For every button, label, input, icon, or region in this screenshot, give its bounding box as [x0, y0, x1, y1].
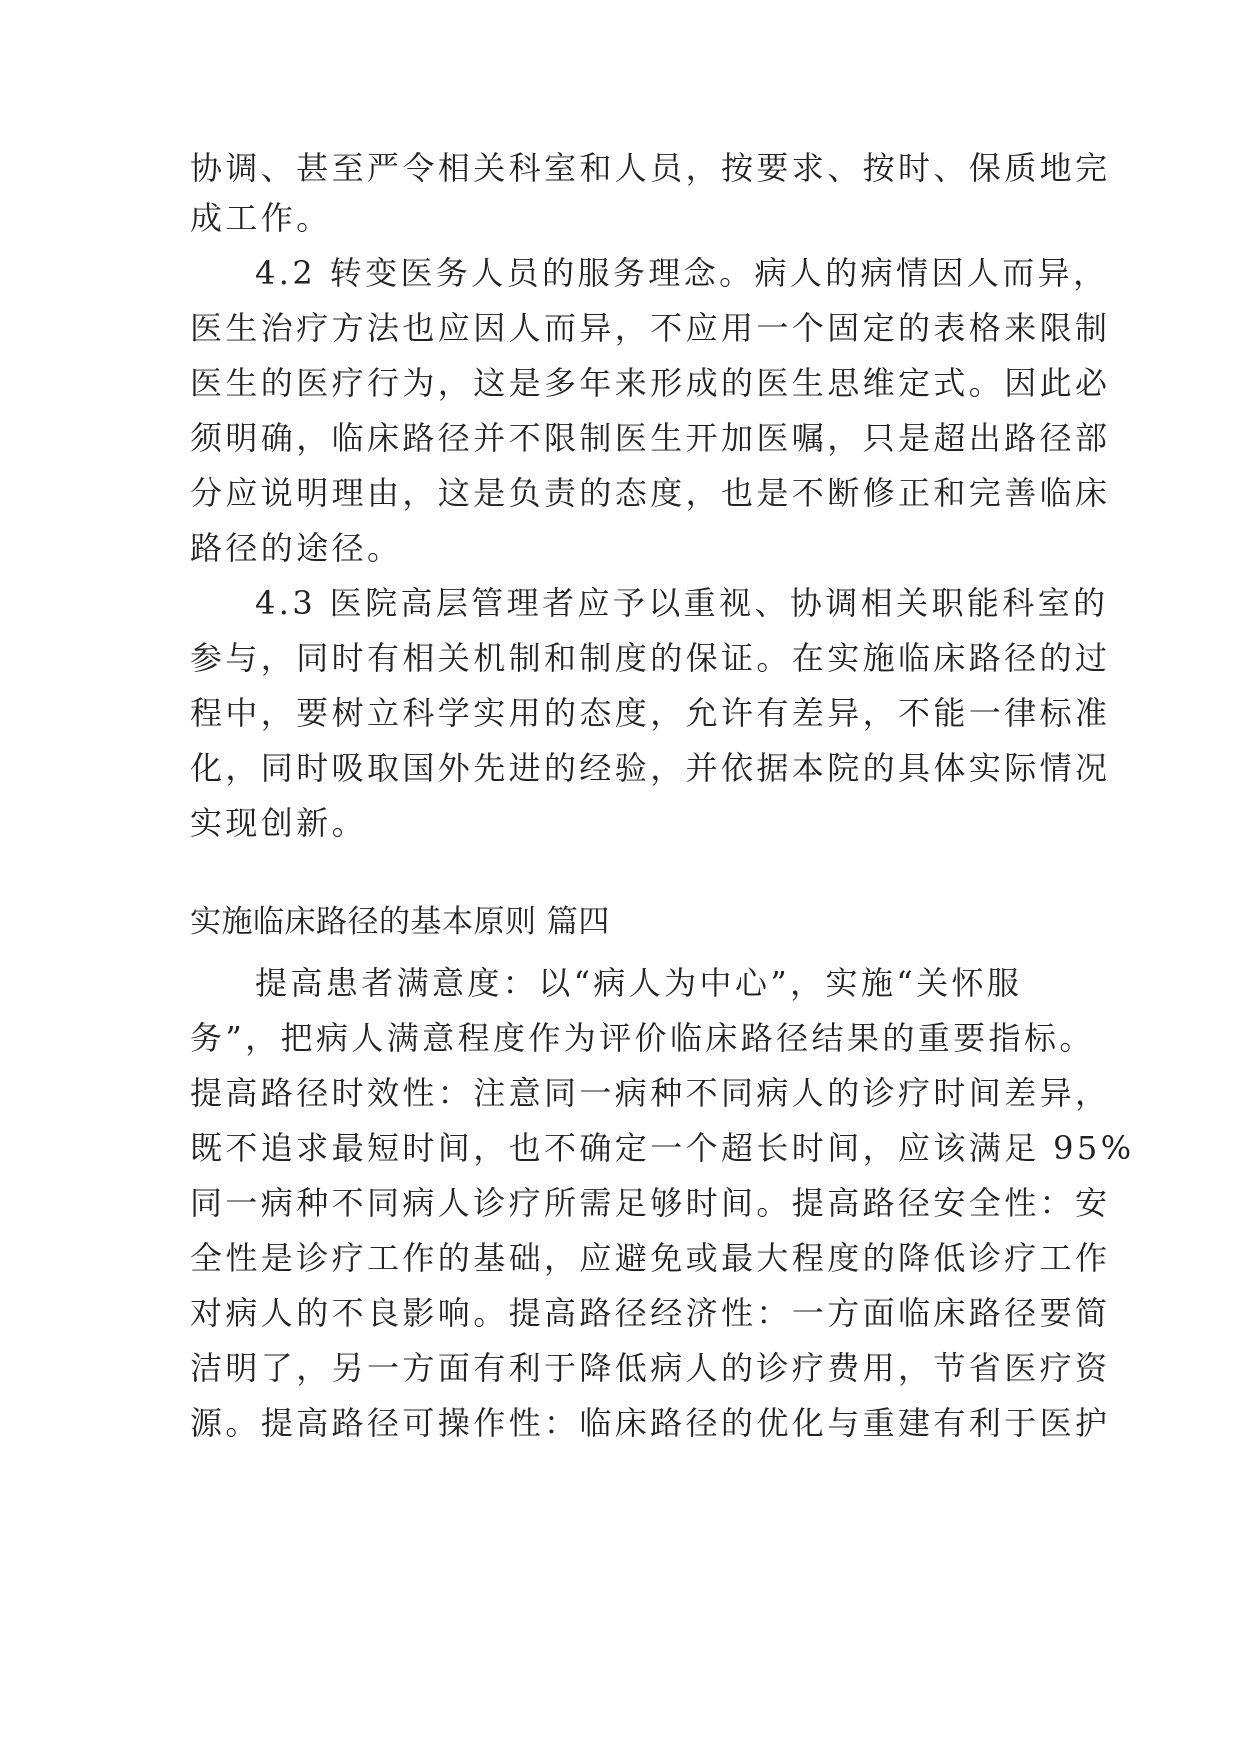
paragraph-line: 4.2 转变医务人员的服务理念。病人的病情因人而异， — [255, 254, 1109, 292]
paragraph-line: 既不追求最短时间，也不确定一个超长时间，应该满足 95% — [190, 1129, 1135, 1167]
section-heading: 实施临床路径的基本原则 篇四 — [190, 904, 610, 940]
paragraph-line: 全性是诊疗工作的基础，应避免或最大程度的降低诊疗工作 — [190, 1239, 1111, 1277]
paragraph-line: 成工作。 — [190, 199, 332, 237]
paragraph-line: 源。提高路径可操作性：临床路径的优化与重建有利于医护 — [190, 1404, 1111, 1442]
paragraph-line: 务”，把病人满意程度作为评价临床路径结果的重要指标。 — [190, 1019, 1095, 1057]
paragraph-line: 医生的医疗行为，这是多年来形成的医生思维定式。因此必 — [190, 364, 1111, 402]
paragraph-line: 实现创新。 — [190, 804, 368, 842]
paragraph-line: 提高路径时效性：注意同一病种不同病人的诊疗时间差异， — [190, 1074, 1111, 1112]
paragraph-line: 洁明了，另一方面有利于降低病人的诊疗费用，节省医疗资 — [190, 1349, 1111, 1387]
paragraph-line: 4.3 医院高层管理者应予以重视、协调相关职能科室的 — [255, 584, 1109, 622]
paragraph-line: 参与，同时有相关机制和制度的保证。在实施临床路径的过 — [190, 639, 1111, 677]
paragraph-line: 提高患者满意度：以“病人为中心”，实施“关怀服 — [255, 964, 1023, 1002]
paragraph-line: 对病人的不良影响。提高路径经济性：一方面临床路径要简 — [190, 1294, 1111, 1332]
paragraph-line: 路径的途径。 — [190, 529, 403, 567]
paragraph-line: 程中，要树立科学实用的态度，允许有差异，不能一律标准 — [190, 694, 1111, 732]
paragraph-line: 化，同时吸取国外先进的经验，并依据本院的具体实际情况 — [190, 749, 1111, 787]
paragraph-line: 分应说明理由，这是负责的态度，也是不断修正和完善临床 — [190, 474, 1111, 512]
paragraph-line: 医生治疗方法也应因人而异，不应用一个固定的表格来限制 — [190, 309, 1111, 347]
paragraph-line: 同一病种不同病人诊疗所需足够时间。提高路径安全性：安 — [190, 1184, 1111, 1222]
paragraph-line: 协调、甚至严令相关科室和人员，按要求、按时、保质地完 — [190, 149, 1111, 187]
paragraph-line: 须明确，临床路径并不限制医生开加医嘱，只是超出路径部 — [190, 419, 1111, 457]
